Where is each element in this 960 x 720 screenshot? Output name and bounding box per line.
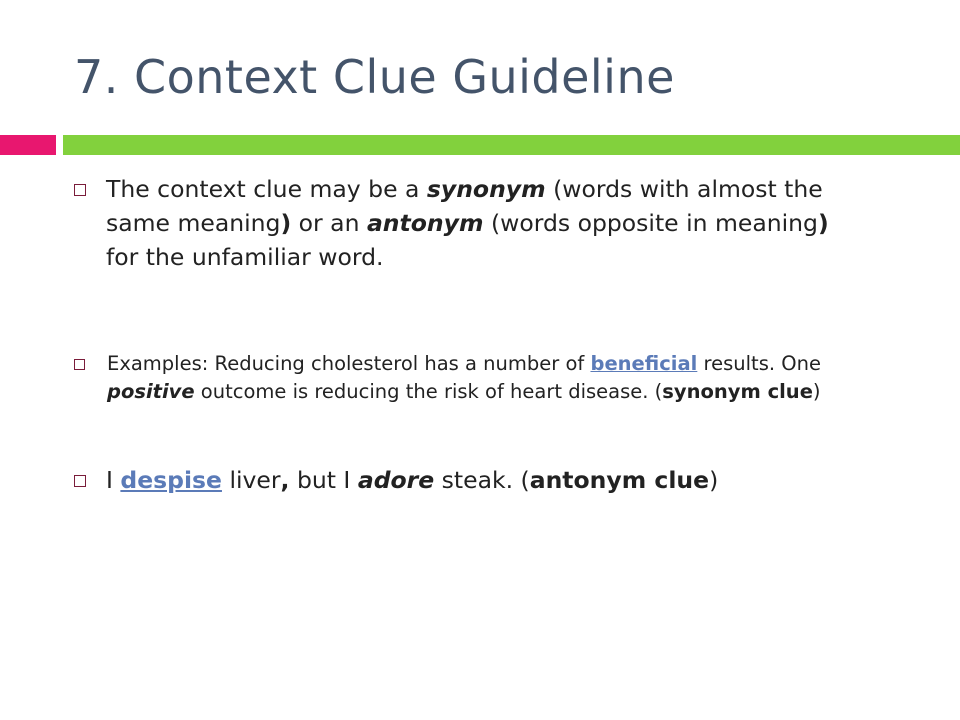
word-adore: adore [357, 466, 435, 494]
bullet-examples [74, 350, 854, 406]
word-beneficial-link[interactable]: beneficial [590, 352, 698, 375]
word-positive: positive [107, 380, 195, 403]
bullet-text: Examples: Reducing cholesterol has a number of beneficial results. One positive outcome is reducing the risk of heart disease. (synonym clue) [107, 352, 821, 403]
antonym-clue-label: antonym clue [529, 466, 710, 494]
term-antonym: antonym [366, 209, 484, 237]
bullet-text: The context clue may be a synonym (words with almost the same meaning) or an antonym (words opposite in meaning) for the unfamiliar word. [106, 175, 829, 271]
word-despise-link[interactable]: despise [120, 466, 222, 494]
square-bullet-icon [74, 475, 86, 487]
square-bullet-icon [74, 184, 86, 196]
accent-bar-pink [0, 135, 56, 155]
synonym-clue-label: synonym clue [662, 380, 813, 403]
bullet-synonym-antonym [74, 172, 864, 274]
bullet-text: I despise liver, but I adore steak. (antonym clue) [106, 466, 719, 494]
term-synonym: synonym [426, 175, 546, 203]
accent-bar-green [63, 135, 960, 155]
slide-title: 7. Context Clue Guideline [74, 50, 675, 104]
square-bullet-icon [74, 359, 85, 370]
bullet-antonym-example [74, 463, 854, 497]
